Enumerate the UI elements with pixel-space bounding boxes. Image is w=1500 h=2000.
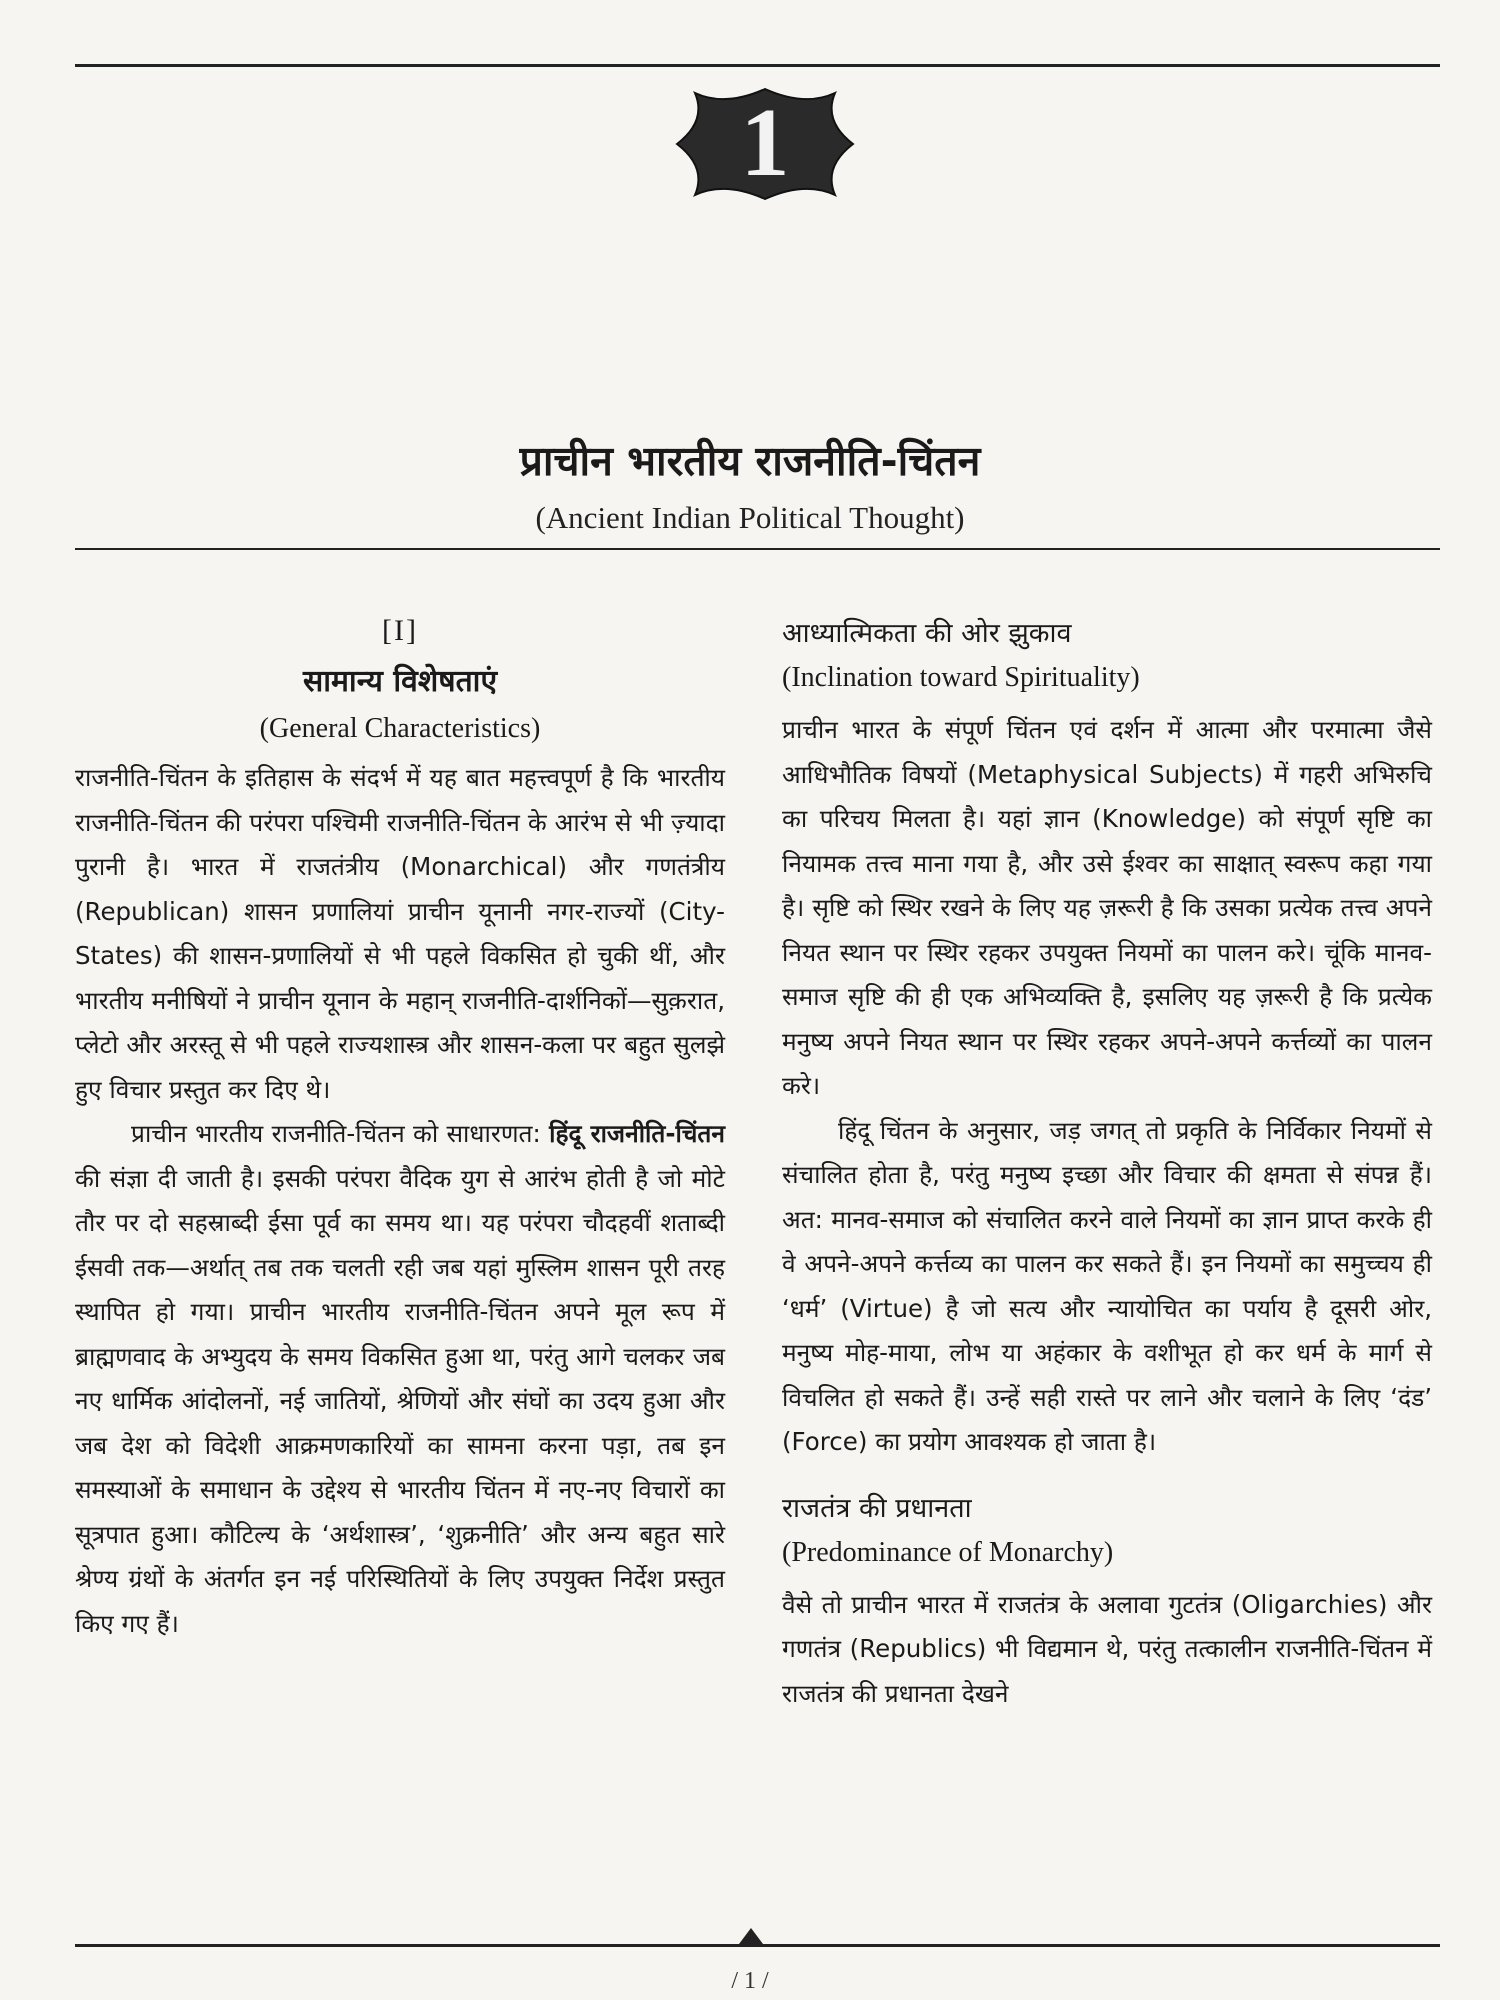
bottom-rule: [75, 1944, 1440, 1947]
bold-term: हिंदू राजनीति-चिंतन: [549, 1119, 725, 1148]
paragraph: [75, 1112, 725, 1646]
section-title-english: (General Characteristics): [259, 713, 541, 744]
top-rule: [75, 64, 1440, 67]
title-rule: [75, 548, 1440, 550]
subheading-hindi: राजतंत्र की प्रधानता: [782, 1492, 972, 1524]
page-number: / 1 /: [731, 1968, 769, 1994]
left-column: [75, 612, 725, 1646]
subheading-english: (Predominance of Monarchy): [782, 1536, 1114, 1568]
subheading-english: (Inclination toward Spirituality): [782, 662, 1140, 693]
chapter-number: 1: [740, 89, 790, 197]
paragraph-text: प्राचीन भारतीय राजनीति-चिंतन को साधारणत:: [131, 1119, 541, 1148]
paragraph: राजनीति-चिंतन के इतिहास के संदर्भ में यह बात महत्त्वपूर्ण है कि भारतीय राजनीति-चिंतन की परंपरा पश्चिमी राजनीति-चिंतन के आरंभ से भी ज़्यादा पुरानी है। भारत में राजतंत्रीय (Monarchical) और गणतंत्रीय (Republican) शासन प्रणालियां प्राचीन यूनानी नगर-राज्यों (City-States) की शासन-प्रणालियों से भी पहले विकसित हो चुकी थीं, और भारतीय मनीषियों ने प्राचीन यूनान के महान् राजनीति-दार्शनिकों—सुक़रात, प्लेटो और अरस्तू से भी पहले राज्यशास्त्र और शासन-कला पर बहुत सुलझे हुए विचार प्रस्तुत कर दिए थे।: [75, 763, 725, 1104]
chapter-title-english: (Ancient Indian Political Thought): [535, 500, 965, 535]
paragraph: हिंदू चिंतन के अनुसार, जड़ जगत् तो प्रकृति के निर्विकार नियमों से संचालित होता है, परंतु मनुष्य इच्छा और विचार की क्षमता से संपन्न हैं। अत: मानव-समाज को संचालित करने वाले नियमों का ज्ञान प्राप्त करके ही वे अपने-अपने कर्त्तव्य का पालन कर सकते हैं। इन नियमों का समुच्चय ही ‘धर्म’ (Virtue) है जो सत्य और न्यायोचित का पर्याय है दूसरी ओर, मनुष्य मोह-माया, लोभ या अहंकार के वशीभूत हो कर धर्म के मार्ग से विचलित हो सकते हैं। उन्हें सही रास्ते पर लाने और चलाने के लिए ‘दंड’ (Force) का प्रयोग आवश्यक हो जाता है।: [782, 1115, 1432, 1456]
paragraph-text: की संज्ञा दी जाती है। इसकी परंपरा वैदिक युग से आरंभ होती है जो मोटे तौर पर दो सहस्राब्दी ईसा पूर्व का समय था। यह परंपरा चौदहवीं शताब्दी ईसवी तक—अर्थात् तब तक चलती रही जब यहां मुस्लिम शासन पूरी तरह स्थापित हो गया। प्राचीन भारतीय राजनीति-चिंतन अपने मूल रूप में ब्राह्मणवाद के अभ्युदय के समय विकसित हुआ था, परंतु आगे चलकर जब नए धार्मिक आंदोलनों, नई जातियों, श्रेणियों और संघों का उदय हुआ और जब देश को विदेशी आक्रमणकारियों का सामना करना पड़ा, तब इन समस्याओं के समाधान के उद्देश्य से भारतीय चिंतन में नए-नए विचारों का सूत्रपात हुआ। कौटिल्य के ‘अर्थशास्त्र’, ‘शुक्रनीति’ और अन्य बहुत सारे श्रेण्य ग्रंथों के अंतर्गत इन नई परिस्थितियों के लिए उपयुक्त निर्देश प्रस्तुत किए गए हैं।: [75, 1163, 725, 1638]
subheading-hindi: आध्यात्मिकता की ओर झुकाव: [782, 618, 1072, 649]
section-number: [I]: [382, 614, 418, 647]
paragraph: वैसे तो प्राचीन भारत में राजतंत्र के अलावा गुटतंत्र (Oligarchies) और गणतंत्र (Republics) भी विद्यमान थे, परंतु तत्कालीन राजनीति-चिंतन में राजतंत्र की प्रधानता देखने: [782, 1589, 1432, 1708]
bottom-triangle-ornament: [739, 1928, 763, 1944]
paragraph: प्राचीन भारत के संपूर्ण चिंतन एवं दर्शन में आत्मा और परमात्मा जैसे आधिभौतिक विषयों (Metaphysical Subjects) में गहरी अभिरुचि का परिचय मिलता है। यहां ज्ञान (Knowledge) को संपूर्ण सृष्टि का नियामक तत्त्व माना गया है, और उसे ईश्वर का साक्षात् स्वरूप कहा गया है। सृष्टि को स्थिर रखने के लिए यह ज़रूरी है कि उसका प्रत्येक तत्त्व अपने नियत स्थान पर स्थिर रहकर उपयुक्त नियमों का पालन करे। चूंकि मानव-समाज सृष्टि की ही एक अभिव्यक्ति है, इसलिए यह ज़रूरी है कि प्रत्येक मनुष्य अपने नियत स्थान पर स्थिर रहकर अपने-अपने कर्त्तव्यों का पालन करे।: [782, 715, 1432, 1100]
chapter-badge: [673, 85, 857, 203]
section-title-hindi: सामान्य विशेषताएं: [302, 664, 498, 699]
right-column: [782, 612, 1432, 1716]
chapter-title-hindi: प्राचीन भारतीय राजनीति-चिंतन: [519, 437, 981, 485]
